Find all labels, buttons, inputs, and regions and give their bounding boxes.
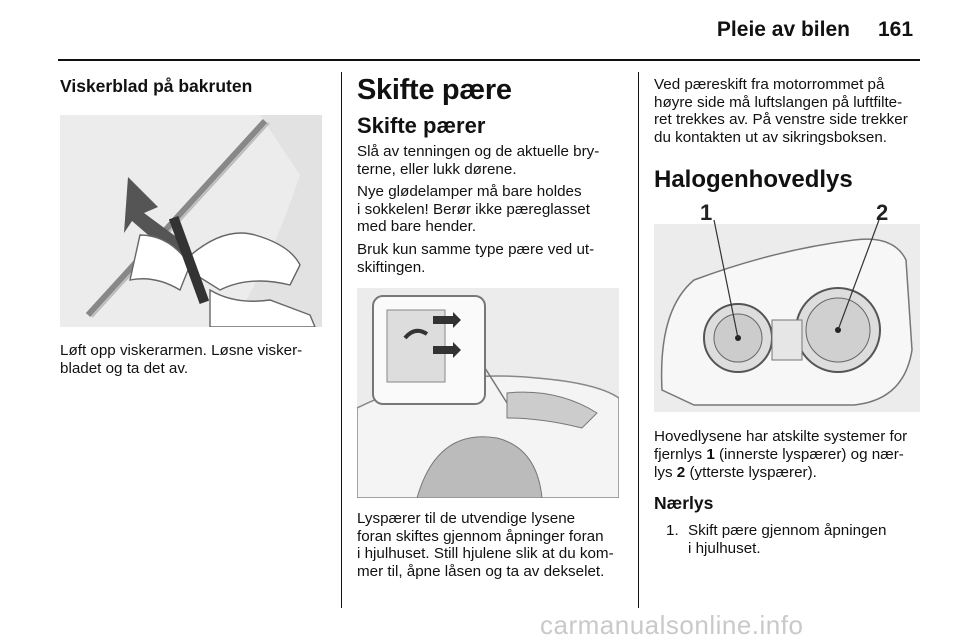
page-header-title: Pleie av bilen xyxy=(716,18,850,41)
headlamp-label-2: 2 xyxy=(876,200,889,226)
paragraph-engine-bay: Ved pæreskift fra motorrommet på høyre side må luftslangen på luftfilte- ret trekkes av. På venstre side trekker du kontakten ut av sikringsboksen. xyxy=(654,76,908,146)
section-heading-wiper: Viskerblad på bakruten xyxy=(60,76,253,96)
section-heading-halogen: Halogenhovedlys xyxy=(654,166,853,194)
headlamp-label-1: 1 xyxy=(700,200,713,226)
column-bulb-change xyxy=(357,72,619,581)
paragraph-handling: Nye glødelamper må bare holdes i sokkelen! Berør ikke pæreglasset med bare hender. xyxy=(357,183,590,236)
page-number: 161 xyxy=(878,18,914,41)
paragraph-text: Hovedlysene har atskilte systemer for fjernlys xyxy=(654,428,908,463)
column-divider xyxy=(341,72,342,608)
paragraph-text: (ytterste lyspærer). xyxy=(685,463,817,481)
paragraph-exterior-bulbs: Lyspærer til de utvendige lysene foran skiftes gjennom åpninger foran i hjulhuset. Still hjulene slik at du kom- mer til, åpne låsen og ta av dekselet. xyxy=(357,510,614,580)
paragraph-headlamp-systems xyxy=(654,428,920,481)
wiper-blade-illustration xyxy=(60,115,322,327)
column-divider xyxy=(638,72,639,608)
headlamp-illustration xyxy=(654,200,920,412)
paragraph-text: (innerste lyspærer) og nær- lys xyxy=(654,445,904,481)
paragraph-ignition: Slå av tenningen og de aktuelle bry- terne, eller lukk dørene. xyxy=(357,143,600,178)
step-text: Skift pære gjennom åpningen i hjulhuset. xyxy=(688,522,887,557)
section-title-bulb-change: Skifte pære xyxy=(357,74,512,106)
column-halogen xyxy=(654,72,920,557)
paragraph-same-type: Bruk kun samme type pære ved ut- skiftingen. xyxy=(357,240,595,276)
watermark: carmanualsonline.info xyxy=(540,610,804,640)
wheel-arch-illustration xyxy=(357,288,619,498)
column-wiper xyxy=(60,72,322,377)
wiper-caption: Løft opp viskerarmen. Løsne visker- bladet og ta det av. xyxy=(60,342,303,377)
bold-ref-1: 1 xyxy=(706,445,715,463)
step-list xyxy=(654,522,920,557)
header-rule xyxy=(58,59,920,61)
bold-ref-2: 2 xyxy=(676,463,686,481)
subsection-title-bulbs: Skifte pærer xyxy=(357,113,486,138)
list-item xyxy=(666,522,920,557)
step-number: 1. xyxy=(666,522,679,540)
subsection-heading-low-beam: Nærlys xyxy=(654,493,714,514)
